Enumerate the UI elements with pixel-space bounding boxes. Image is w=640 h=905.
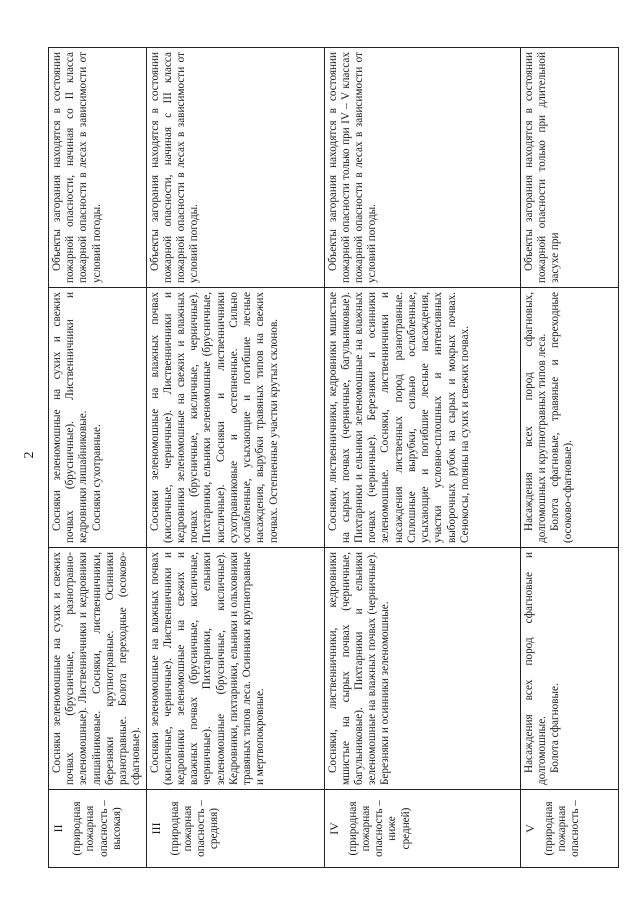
paragraph: Сосняки, лиственничники, кедровники мшистые на сырых почвах (черничные, багульниковые). Пихтарники и ельники зеленомошные на влажных почвах (черничные). Березняки и осинники зеленомошные. xyxy=(326,552,392,785)
table-row-class-iii xyxy=(146,48,324,868)
paragraph: Насаждения всех пород сфагновых, долгомошных и крупнотравных типов леса. xyxy=(522,292,548,543)
class-number: V xyxy=(522,824,537,833)
paragraph: Объекты загорания находятся в состоянии пожарной опасности, начиная с III класса пожарной опасности в лесах в зависимости от условий погоды. xyxy=(148,52,201,283)
forest-types-cell xyxy=(324,548,520,790)
forest-types-cell xyxy=(49,548,147,790)
class-cell xyxy=(146,790,324,868)
forest-types-cell xyxy=(146,548,324,790)
rotated-page xyxy=(48,48,616,868)
class-cell xyxy=(520,790,618,868)
fire-danger-class-table xyxy=(48,47,619,868)
forest-types-cell xyxy=(520,548,618,790)
paragraph: Сосняки зеленомошные на сухих и свежих почвах (брусничные). Лиственничники и кедровники лишайниковые. xyxy=(51,292,90,543)
conditions-cell xyxy=(324,48,520,288)
class-cell xyxy=(49,790,147,868)
class-number: III xyxy=(148,822,163,835)
table-row-class-ii xyxy=(49,48,147,868)
class-cell xyxy=(324,790,520,868)
forest-types-detail-cell xyxy=(520,288,618,548)
paragraph: Сосняки, лиственничники, кедровники мшистые на сырых почвах (черничные, багульниковые). Пихтарники и ельники зеленомошные на влажных почвах (черничные). Березняки и осинники зеленомошные. Сосняки, лиственничники и насаждения лиственных пород разнотравные. Сплошные вырубки, сильно ослабленные, усыхающие и погибшие лесные насаждения, участки условно-сплошных и интенсивных выборочных рубок на сырых и мокрых почвах. Сенокосы, поляны на сухих и свежих почвах. xyxy=(326,292,471,543)
table-row-class-v xyxy=(520,48,618,868)
rotated-table-container xyxy=(48,48,616,868)
paragraph: Объекты загорания находятся в состоянии пожарной опасности только при длительной засухе при xyxy=(522,52,561,283)
conditions-cell xyxy=(49,48,147,288)
paragraph: Объекты загорания находятся в состоянии пожарной опасности, начиная со II класса пожарной опасности в лесах в зависимости от условий погоды. xyxy=(51,52,103,283)
table-row-class-iv xyxy=(324,48,520,868)
paragraph: Объекты загорания находятся в состоянии пожарной опасности только при IV – V классах пожарной опасности в лесах в зависимости от условий погоды. xyxy=(326,52,379,283)
page-number: 2 xyxy=(22,451,37,459)
table-body xyxy=(49,48,619,868)
paragraph: Сосняки сухотравные. xyxy=(90,424,103,531)
forest-types-detail-cell xyxy=(146,288,324,548)
class-number: II xyxy=(51,824,65,833)
class-description: (природная пожарная опасность – xyxy=(542,800,582,857)
paragraph: Сосняки зеленомошные на влажных почвах (кисличные, черничные). Лиственничники и кедровники зеленомошные на свежих и влажных почвах (брусничные, кисличные, черничные). Пихтарники, ельники зеленомошные (брусничные, кисличные). Кедровники, пихтарники, ельники и ольховники травяных типов леса. Осинники крупнотравные и мертвопокровные. xyxy=(148,552,267,785)
forest-types-detail-cell xyxy=(324,288,520,548)
paragraph: Болота сфагновые. xyxy=(548,683,561,773)
conditions-cell xyxy=(146,48,324,288)
conditions-cell xyxy=(520,48,618,288)
paragraph: Насаждения всех пород сфагновые и долгомошные. xyxy=(522,552,548,785)
class-description: (природная пожарная опасность – средняя) xyxy=(168,800,221,857)
forest-types-detail-cell xyxy=(49,288,147,548)
paragraph: Сосняки зеленомошные на влажных почвах (кисличные, черничные). Лиственничники и кедровники зеленомошные на свежих и влажных почвах (брусничные, кисличные, черничные). Пихтарники, ельники зеленомошные (брусничные, кисличные). Сосняки и лиственничники сухотравниковые и остепненные. Сильно ослабленные, усыхающие и погибшие лесные насаждения, вырубки травяных типов на свежих почвах. Остепненные участки крутых склонов. xyxy=(148,292,280,543)
paragraph: Сосняки зеленомошные на сухих и свежих почвах (брусничные, разнотравно-зеленомошные). Лиственничники и кедровники лишайниковые. Сосняки, лиственничники, березняки крупнотравные. Осинники разнотравные. Болота переходные (осоково-сфагновые). xyxy=(51,552,143,785)
class-number: IV xyxy=(326,822,341,835)
class-description: (природная пожарная опасность – ниже средней) xyxy=(346,800,412,857)
class-description: (природная пожарная опасность – высокая) xyxy=(71,800,123,857)
paragraph: Болота сфагновые, травяные и переходные (осоково-сфагновые). xyxy=(548,292,575,543)
